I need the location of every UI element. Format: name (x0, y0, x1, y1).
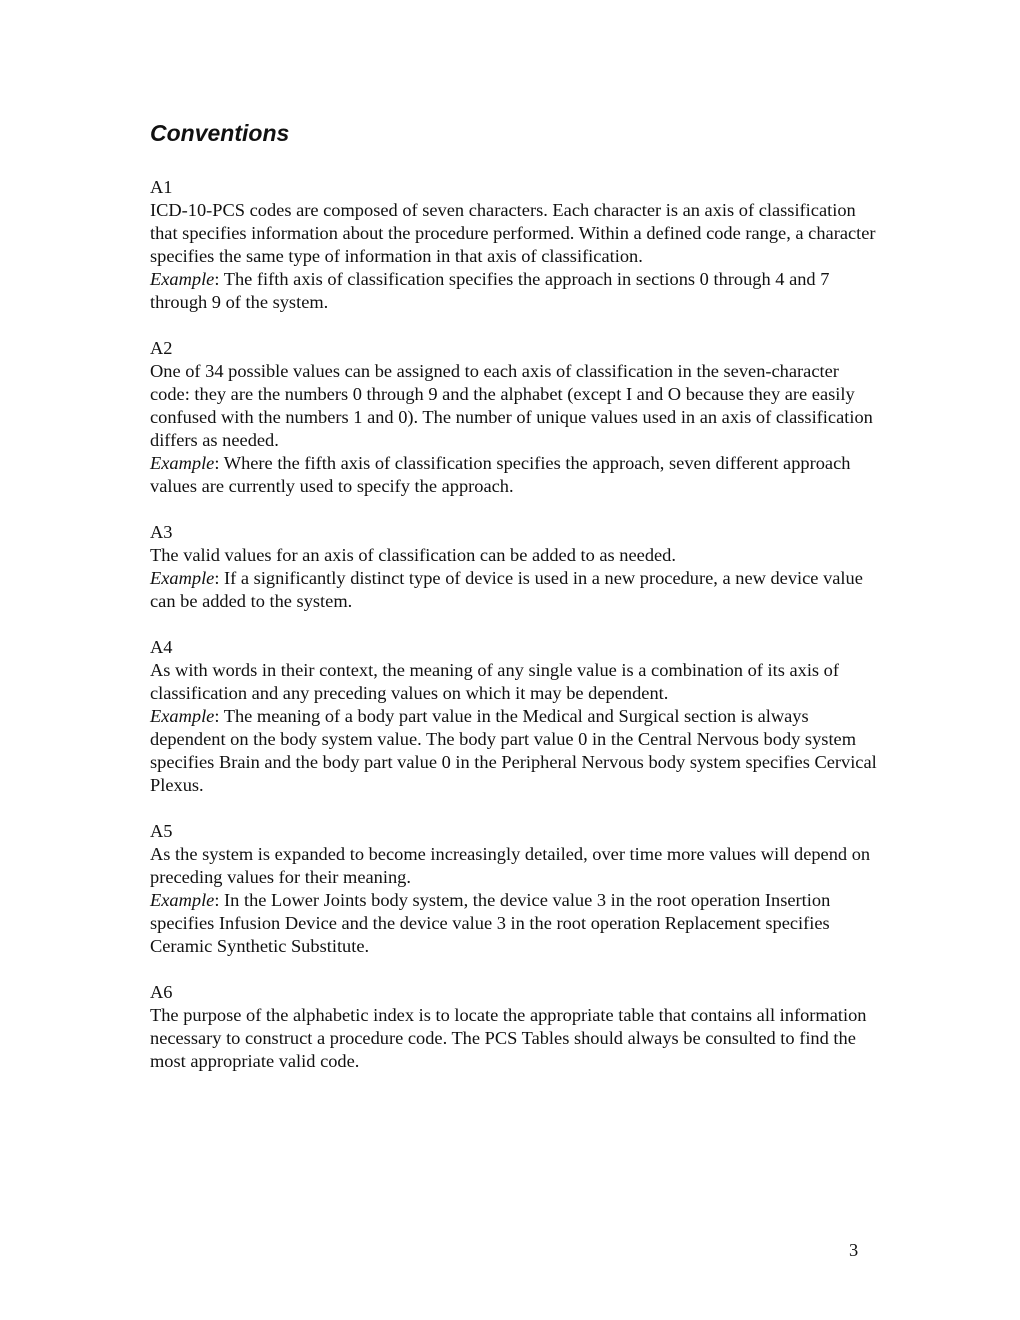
section-id: A1 (150, 177, 173, 197)
example-label: Example (150, 890, 215, 910)
page-number: 3 (849, 1240, 859, 1260)
example-label: Example (150, 453, 215, 473)
section-body: The purpose of the alphabetic index is to locate the appropriate table that contains all information necessary to construct a procedure code. The PCS Tables should always be consulted to find the most appropriate valid code. (150, 1005, 867, 1071)
section-body: One of 34 possible values can be assigned to each axis of classification in the seven-character code: they are the numbers 0 through 9 and the alphabet (except I and O because they are easily confused with the numbers 1 and 0). The number of unique values used in an axis of classification differs as needed. (150, 361, 873, 450)
section-id: A3 (150, 522, 173, 542)
section-body: The valid values for an axis of classification can be added to as needed. (150, 545, 676, 565)
example-label: Example (150, 706, 215, 726)
example-label: Example (150, 568, 215, 588)
section-body: As with words in their context, the meaning of any single value is a combination of its axis of classification and any preceding values on which it may be dependent. (150, 660, 840, 703)
section-example (150, 889, 880, 958)
convention-a4 (150, 636, 880, 797)
example-text: : The fifth axis of classification specifies the approach in sections 0 through 4 and 7 through 9 of the system. (150, 269, 830, 312)
page-title: Conventions (150, 120, 290, 146)
convention-a5 (150, 820, 880, 958)
example-text: : The meaning of a body part value in the Medical and Surgical section is always dependent on the body system value. The body part value 0 in the Central Nervous body system specifies Brain and the body part value 0 in the Peripheral Nervous body system specifies Cervical Plexus. (150, 706, 877, 795)
section-id: A4 (150, 637, 173, 657)
section-example (150, 567, 880, 613)
section-example (150, 452, 880, 498)
section-id: A5 (150, 821, 173, 841)
section-example (150, 268, 880, 314)
section-body: ICD-10-PCS codes are composed of seven characters. Each character is an axis of classification that specifies information about the procedure performed. Within a defined code range, a character specifies the same type of information in that axis of classification. (150, 200, 876, 266)
convention-a1 (150, 176, 880, 314)
convention-a6 (150, 981, 880, 1073)
section-id: A6 (150, 982, 173, 1002)
example-label: Example (150, 269, 215, 289)
convention-a3 (150, 521, 880, 613)
example-text: : In the Lower Joints body system, the device value 3 in the root operation Insertion specifies Infusion Device and the device value 3 in the root operation Replacement specifies Ceramic Synthetic Substitute. (150, 890, 831, 956)
document-page (150, 118, 880, 1096)
example-text: : If a significantly distinct type of device is used in a new procedure, a new device value can be added to the system. (150, 568, 863, 611)
example-text: : Where the fifth axis of classification specifies the approach, seven different approach values are currently used to specify the approach. (150, 453, 851, 496)
section-body: As the system is expanded to become increasingly detailed, over time more values will depend on preceding values for their meaning. (150, 844, 871, 887)
convention-a2 (150, 337, 880, 498)
section-example (150, 705, 880, 797)
section-id: A2 (150, 338, 173, 358)
